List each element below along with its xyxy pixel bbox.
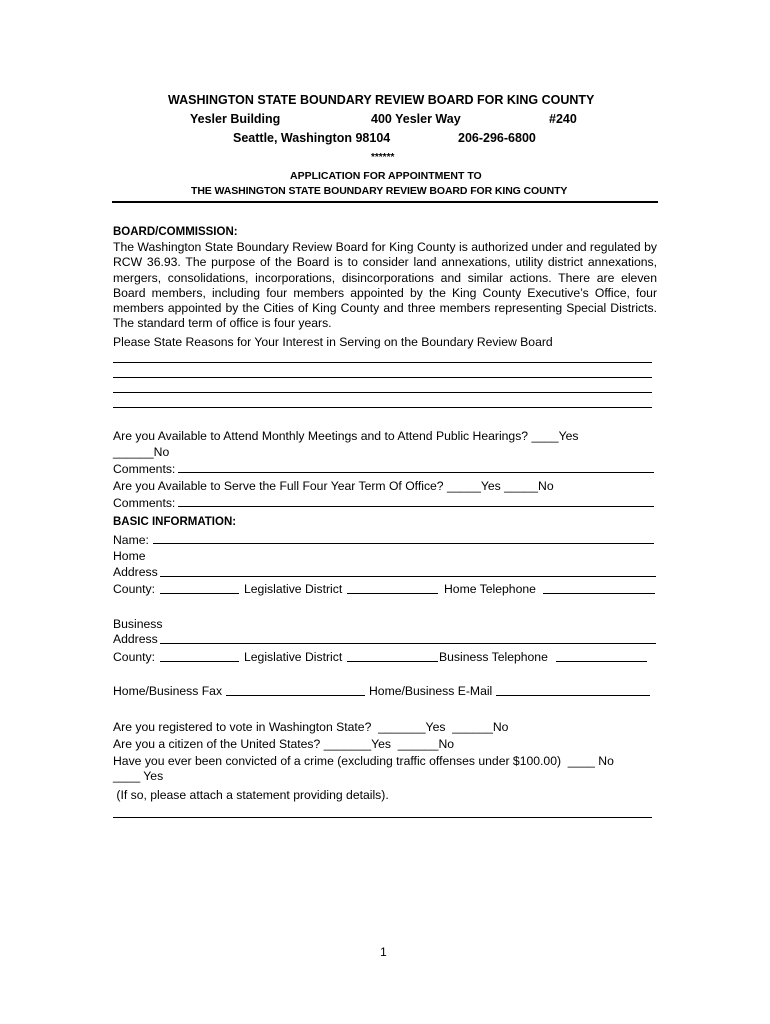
- reasons-input-line-2[interactable]: [113, 377, 652, 378]
- crime-question: Have you ever been convicted of a crime (excluding traffic offenses under $100.00) ____ No: [113, 754, 614, 768]
- home-county-label: County:: [113, 582, 156, 596]
- name-label: Name:: [113, 533, 149, 547]
- building-name: Yesler Building: [190, 112, 281, 126]
- home-telephone-input[interactable]: [543, 593, 655, 594]
- meetings-no-option: ______No: [113, 445, 170, 459]
- statement-note: (If so, please attach a statement providing details).: [113, 788, 389, 802]
- email-label: Home/Business E-Mail: [369, 684, 493, 698]
- home-address-input[interactable]: [160, 576, 656, 577]
- crime-yes-option: ____ Yes: [113, 769, 164, 783]
- reasons-input-line-1[interactable]: [113, 362, 652, 363]
- name-input[interactable]: [153, 543, 654, 544]
- office-phone: 206-296-6800: [458, 131, 536, 145]
- email-input[interactable]: [496, 695, 650, 696]
- business-address-label: Address: [113, 632, 158, 646]
- street-address: 400 Yesler Way: [371, 112, 461, 126]
- separator-stars: ******: [371, 152, 395, 163]
- comments-label-2: Comments:: [113, 496, 176, 510]
- statement-input-line[interactable]: [113, 817, 652, 818]
- city-state-zip: Seattle, Washington 98104: [233, 131, 391, 145]
- home-label: Home: [113, 549, 146, 563]
- business-legislative-input[interactable]: [347, 661, 438, 662]
- board-description: The Washington State Boundary Review Board for King County is authorized under and regulated by RCW 36.93. The purpose of the Board is to consider land annexations, utility district annexations, mergers, consolidations, incorporations, disincorporations and similar actions. There are eleven Board members, including four members appointed by the King County Executive’s Office, four members appointed by the Cities of King County and three members representing Special Districts. The standard term of office is four years.: [113, 240, 657, 331]
- home-legislative-input[interactable]: [347, 593, 438, 594]
- vote-question: Are you registered to vote in Washington State? _______Yes ______No: [113, 720, 509, 734]
- comments-input-2[interactable]: [178, 506, 654, 507]
- business-legislative-label: Legislative District: [244, 650, 343, 664]
- business-county-input[interactable]: [160, 661, 239, 662]
- home-legislative-label: Legislative District: [244, 582, 343, 596]
- header-divider: [112, 201, 658, 203]
- fax-label: Home/Business Fax: [113, 684, 223, 698]
- home-address-label: Address: [113, 565, 158, 579]
- term-question: Are you Available to Serve the Full Four Year Term Of Office? _____Yes _____No: [113, 479, 554, 493]
- home-telephone-label: Home Telephone: [444, 582, 536, 596]
- business-county-label: County:: [113, 650, 156, 664]
- fax-input[interactable]: [226, 695, 365, 696]
- suite-number: #240: [549, 112, 577, 126]
- reasons-prompt: Please State Reasons for Your Interest in Serving on the Boundary Review Board: [113, 335, 553, 349]
- business-address-input[interactable]: [160, 643, 656, 644]
- comments-label-1: Comments:: [113, 462, 176, 476]
- application-title-line1: APPLICATION FOR APPOINTMENT TO: [290, 170, 482, 182]
- meetings-question: Are you Available to Attend Monthly Meetings and to Attend Public Hearings? ____Yes: [113, 429, 579, 443]
- comments-input-1[interactable]: [178, 472, 654, 473]
- business-label: Business: [113, 617, 163, 631]
- board-commission-heading: BOARD/COMMISSION:: [113, 226, 238, 238]
- document-title: WASHINGTON STATE BOUNDARY REVIEW BOARD FOR KING COUNTY: [168, 93, 595, 107]
- page-number: 1: [380, 945, 387, 959]
- business-telephone-label: Business Telephone: [439, 650, 548, 664]
- basic-information-heading: BASIC INFORMATION:: [113, 516, 237, 528]
- application-title-line2: THE WASHINGTON STATE BOUNDARY REVIEW BOARD FOR KING COUNTY: [191, 185, 568, 197]
- reasons-input-line-3[interactable]: [113, 392, 652, 393]
- home-county-input[interactable]: [160, 593, 239, 594]
- citizen-question: Are you a citizen of the United States? _______Yes ______No: [113, 737, 455, 751]
- reasons-input-line-4[interactable]: [113, 407, 652, 408]
- business-telephone-input[interactable]: [556, 661, 647, 662]
